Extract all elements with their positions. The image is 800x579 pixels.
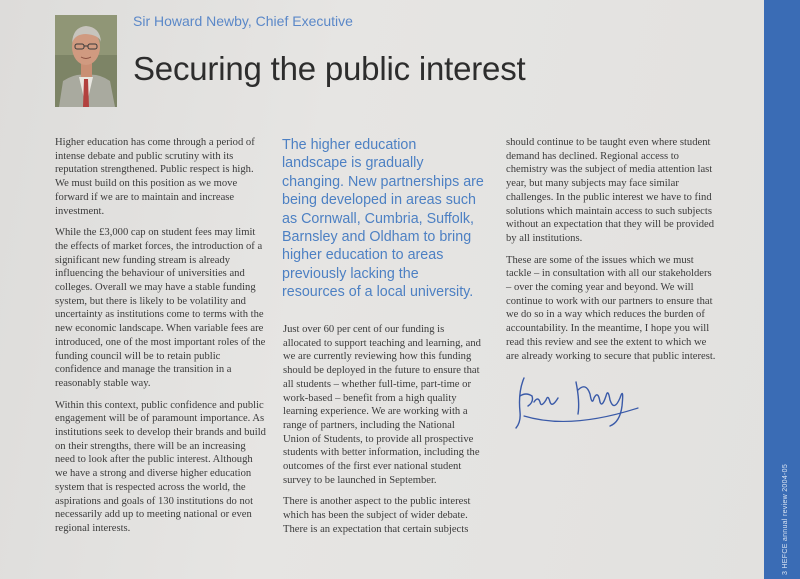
paragraph: Higher education has come through a period of intense debate and public scrutiny with its reputation strengthened. Public respect is high. We must build on this position as we move forward if we are to maintain and increase investment. xyxy=(55,137,255,217)
text-column-2 xyxy=(283,323,481,545)
paragraph: These are some of the issues which we must tackle – in consultation with all our stakeholders – over the coming year and beyond. We will continue to work with our partners to ensure that we do so in a way which reduces the burden of accountability. In the meantime, I hope you will read this review and see the extent to which we are already working to secure that public interest. xyxy=(506,254,716,362)
text-column-3 xyxy=(506,136,718,371)
page-title: Securing the public interest xyxy=(133,50,526,87)
author-portrait-image xyxy=(55,15,117,107)
author-byline: Sir Howard Newby, Chief Executive xyxy=(133,13,353,29)
paragraph: Within this context, public confidence and public engagement will be of paramount importance. As institutions seek to develop their brands and build on their strengths, there will be an increasing need to look after the public interest. Although we have a strong and diverse higher education system that is respected across the world, the aspirations and goals of 130 institutions do not necessarily add up to meeting national or even regional interests. xyxy=(55,399,266,534)
paragraph: should continue to be taught even where student demand has declined. Regional access to chemistry was the subject of media attention last year, but many subjects may face similar challenges. In the public interest we have to find solutions which maintain access to such subjects without an expectation that they will be provided by all institutions. xyxy=(506,137,714,244)
handwritten-signature xyxy=(510,372,650,436)
portrait-illustration xyxy=(55,15,117,107)
pull-quote: The higher education landscape is gradually changing. New partnerships are being developed in areas such as Cornwall, Cumbria, Suffolk, Barnsley and Oldham to bring higher education to areas previously lacking the resources of a local university. xyxy=(282,137,484,301)
paragraph: While the £3,000 cap on student fees may limit the effects of market forces, the introduction of a significant new funding stream is already influencing the behaviour of universities and colleges. Overall we may have a stable funding system, but there is likely to be volatility and uncertainty as institutions come to terms with the new economic landscape. When variable fees are introduced, one of the most important roles of the funding council will be to retain public confidence and manage the transition in a reasonably stable way. xyxy=(55,227,266,389)
text-column-1 xyxy=(55,136,267,544)
paragraph: Just over 60 per cent of our funding is allocated to support teaching and learning, and we are currently reviewing how this funding should be deployed in the future to ensure that all students – whether full-time, part-time or work-based – benefit from a high quality learning experience. We are working with a range of partners, including the National Union of Students, to provide all prospective students with better information, including the outcomes of the first ever national student survey to be launched in September. xyxy=(283,324,481,486)
paragraph: There is another aspect to the public interest which has been the subject of wider debate. There is an expectation that certain subjects xyxy=(283,496,471,535)
spine-caption: 3 HEFCE annual review 2004-05 xyxy=(782,463,789,575)
